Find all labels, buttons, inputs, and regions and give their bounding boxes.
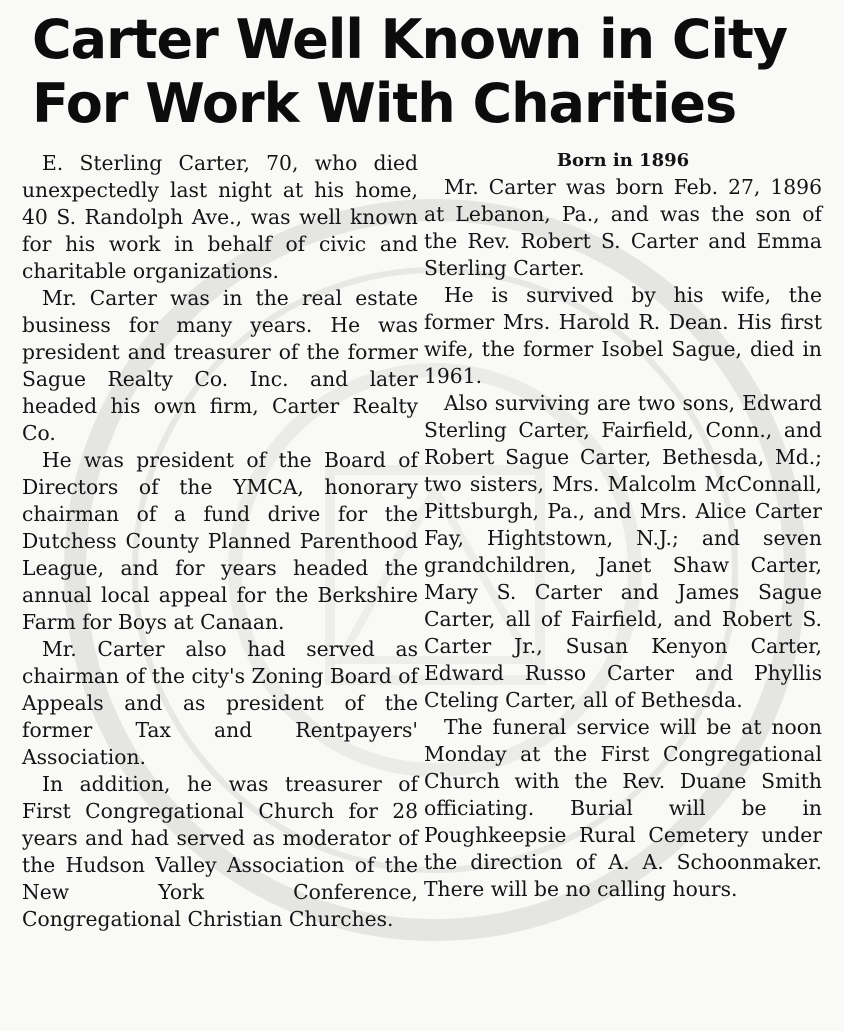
paragraph: Mr. Carter was born Feb. 27, 1896 at Lebanon, Pa., and was the son of the Rev. Robert S. Carter and Emma Sterling Carter. xyxy=(424,175,822,280)
paragraph: He is survived by his wife, the former Mrs. Harold R. Dean. His first wife, the former Isobel Sague, died in 1961. xyxy=(424,283,822,388)
paragraph: In addition, he was treasurer of First Congregational Church for 28 years and had served as moderator of the Hudson Valley Association of the New York Conference, Congregational Christian Churches. xyxy=(22,772,418,931)
paragraph: Also surviving are two sons, Edward Sterling Carter, Fairfield, Conn., and Robert Sague Carter, Bethesda, Md.; two sisters, Mrs. Malcolm McConnall, Pittsburgh, Pa., and Mrs. Alice Carter Fay, Hightstown, N.J.; and seven grandchildren, Janet Shaw Carter, Mary S. Carter and James Sague Carter, all of Fairfield, and Robert S. Carter Jr., Susan Kenyon Carter, Edward Russo Carter and Phyllis Cteling Carter, all of Bethesda. xyxy=(424,391,822,712)
headline xyxy=(32,8,822,136)
paragraph: E. Sterling Carter, 70, who died unexpectedly last night at his home, 40 S. Randolph Ave., was well known for his work in behalf of civic and charitable organizations. xyxy=(22,151,418,283)
headline-line-2: For Work With Charities xyxy=(32,72,737,135)
section-subhead: Born in 1896 xyxy=(556,150,690,171)
headline-line-1: Carter Well Known in City xyxy=(32,8,788,71)
right-column xyxy=(424,150,822,903)
paragraph: The funeral service will be at noon Monday at the First Congregational Church with the Rev. Duane Smith officiating. Burial will be in Poughkeepsie Rural Cemetery under the direction of A. A. Schoonmaker. There will be no calling hours. xyxy=(424,715,822,901)
paragraph: He was president of the Board of Directors of the YMCA, honorary chairman of a fund drive for the Dutchess County Planned Parenthood League, and for years headed the annual local appeal for the Berkshire Farm for Boys at Canaan. xyxy=(22,448,418,634)
paragraph: Mr. Carter also had served as chairman of the city's Zoning Board of Appeals and as president of the former Tax and Rentpayers' Association. xyxy=(22,637,418,769)
left-column xyxy=(22,150,418,933)
paragraph: Mr. Carter was in the real estate business for many years. He was president and treasurer of the former Sague Realty Co. Inc. and later headed his own firm, Carter Realty Co. xyxy=(22,286,418,445)
